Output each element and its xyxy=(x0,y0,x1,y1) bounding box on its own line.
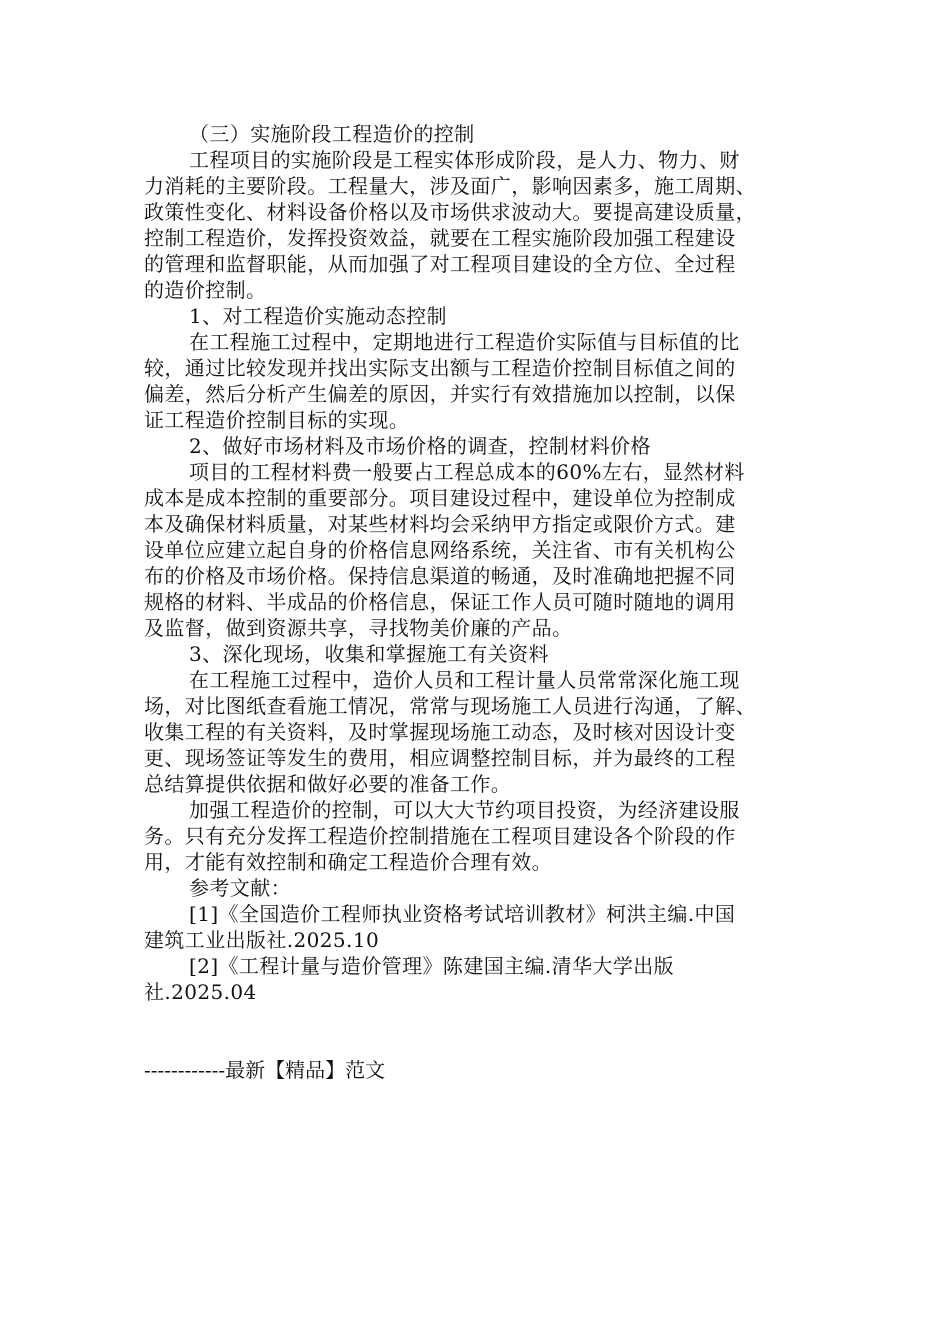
reference-line: [1]《全国造价工程师执业资格考试培训教材》柯洪主编.中国 xyxy=(189,902,736,926)
paragraph-line: 及监督，做到资源共享，寻找物美价廉的产品。 xyxy=(144,616,573,640)
subsection-heading: 2、做好市场材料及市场价格的调查，控制材料价格 xyxy=(189,434,651,458)
subsection-heading: 3、深化现场，收集和掌握施工有关资料 xyxy=(189,642,549,666)
paragraph-line: 政策性变化、材料设备价格以及市场供求波动大。要提高建设质量， xyxy=(144,200,756,224)
paragraph-line: 更、现场签证等发生的费用，相应调整控制目标，并为最终的工程 xyxy=(144,746,736,770)
paragraph-line: 总结算提供依据和做好必要的准备工作。 xyxy=(144,772,512,796)
footer-banner: ------------最新【精品】范文 xyxy=(144,1058,386,1082)
paragraph-line: 的管理和监督职能，从而加强了对工程项目建设的全方位、全过程 xyxy=(144,252,736,276)
subsection-heading: 1、对工程造价实施动态控制 xyxy=(189,304,447,328)
paragraph-line: 力消耗的主要阶段。工程量大，涉及面广，影响因素多，施工周期、 xyxy=(144,174,756,198)
paragraph-line: 控制工程造价，发挥投资效益，就要在工程实施阶段加强工程建设 xyxy=(144,226,736,250)
reference-line: 社.2025.04 xyxy=(144,980,257,1004)
paragraph-line: 项目的工程材料费一般要占工程总成本的60%左右，显然材料 xyxy=(189,460,745,484)
paragraph-line: 在工程施工过程中，造价人员和工程计量人员常常深化施工现 xyxy=(189,668,740,692)
paragraph-line: 偏差，然后分析产生偏差的原因，并实行有效措施加以控制，以保 xyxy=(144,382,736,406)
references-heading: 参考文献： xyxy=(189,876,291,900)
section-heading: （三）实施阶段工程造价的控制 xyxy=(189,122,475,146)
paragraph-line: 用，才能有效控制和确定工程造价合理有效。 xyxy=(144,850,552,874)
paragraph-line: 工程项目的实施阶段是工程实体形成阶段，是人力、物力、财 xyxy=(189,148,740,172)
paragraph-line: 务。只有充分发挥工程造价控制措施在工程项目建设各个阶段的作 xyxy=(144,824,736,848)
paragraph-line: 本及确保材料质量，对某些材料均会采纳甲方指定或限价方式。建 xyxy=(144,512,736,536)
paragraph-line: 设单位应建立起自身的价格信息网络系统，关注省、市有关机构公 xyxy=(144,538,736,562)
paragraph-line: 较，通过比较发现并找出实际支出额与工程造价控制目标值之间的 xyxy=(144,356,736,380)
paragraph-line: 在工程施工过程中，定期地进行工程造价实际值与目标值的比 xyxy=(189,330,740,354)
reference-line: [2]《工程计量与造价管理》陈建国主编.清华大学出版 xyxy=(189,954,675,978)
paragraph-line: 证工程造价控制目标的实现。 xyxy=(144,408,410,432)
paragraph-line: 布的价格及市场价格。保持信息渠道的畅通，及时准确地把握不同 xyxy=(144,564,736,588)
reference-line: 建筑工业出版社.2025.10 xyxy=(144,928,380,952)
paragraph-line: 加强工程造价的控制，可以大大节约项目投资，为经济建设服 xyxy=(189,798,740,822)
paragraph-line: 规格的材料、半成品的价格信息，保证工作人员可随时随地的调用 xyxy=(144,590,736,614)
paragraph-line: 收集工程的有关资料，及时掌握现场施工动态，及时核对因设计变 xyxy=(144,720,736,744)
paragraph-line: 的造价控制。 xyxy=(144,278,267,302)
paragraph-line: 场，对比图纸查看施工情况，常常与现场施工人员进行沟通，了解、 xyxy=(144,694,756,718)
paragraph-line: 成本是成本控制的重要部分。项目建设过程中，建设单位为控制成 xyxy=(144,486,736,510)
